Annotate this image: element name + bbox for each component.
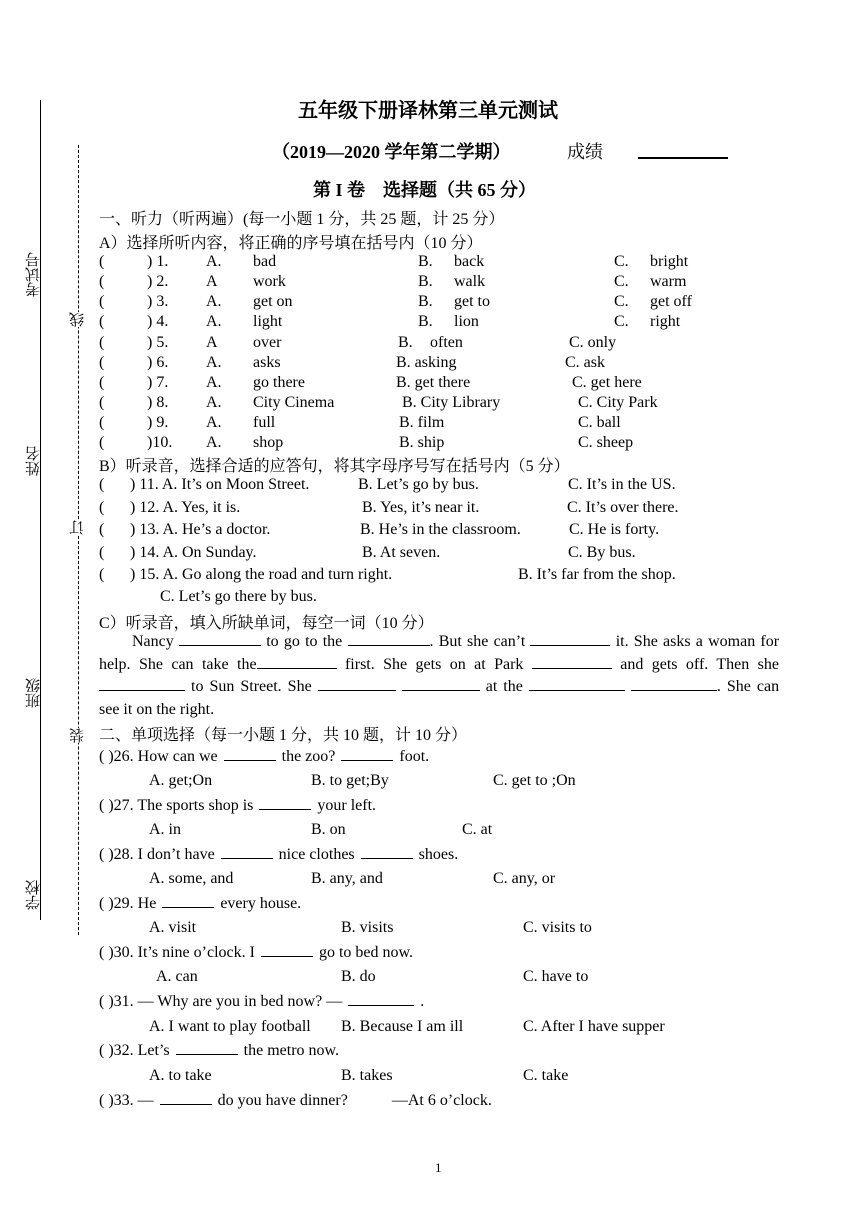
option-letter-c: C. — [614, 273, 629, 290]
option-b: often — [430, 334, 463, 351]
option-c: get off — [650, 293, 692, 310]
option-a: A. visit — [149, 919, 197, 936]
option-b: B. film — [399, 414, 445, 431]
question-text-2: . — [420, 993, 425, 1010]
score-blank — [638, 157, 728, 159]
option-b: B. Because I am ill — [341, 1018, 464, 1035]
answer-paren: ( — [99, 499, 105, 516]
answer-paren: ( — [99, 374, 105, 391]
option-c: C. get to ;On — [493, 772, 576, 789]
blank[interactable] — [318, 690, 396, 691]
option-c: C. Let’s go there by bus. — [160, 588, 317, 605]
blank[interactable] — [631, 690, 717, 691]
answer-paren: ( — [99, 521, 105, 538]
option-letter-c: C. — [614, 313, 629, 330]
option-a: A. some, and — [149, 870, 234, 887]
question-text: )32. Let’s — [108, 1042, 170, 1059]
question-text: )31. — Why are you in bed now? — — [108, 993, 343, 1010]
question-a: ) 13. A. He’s a doctor. — [130, 521, 271, 538]
option-b: walk — [454, 273, 486, 290]
blank[interactable] — [259, 809, 311, 810]
question-text: )33. — — [108, 1092, 154, 1109]
option-b: B. It’s far from the shop. — [518, 566, 676, 583]
binding-line-char: 线 — [68, 312, 86, 327]
question-a: ) 11. A. It’s on Moon Street. — [130, 476, 310, 493]
option-a: get on — [253, 293, 293, 310]
blank[interactable] — [530, 645, 610, 646]
option-b: B. get there — [396, 374, 471, 391]
option-a: over — [253, 334, 282, 351]
option-b: B. visits — [341, 919, 394, 936]
answer-paren: ( — [99, 334, 105, 351]
option-b: B. City Library — [402, 394, 501, 411]
option-letter-c: C. — [614, 253, 629, 270]
option-b: B. takes — [341, 1067, 393, 1084]
option-c: C. any, or — [493, 870, 556, 887]
question-text-2: the metro now. — [243, 1042, 340, 1059]
option-b: lion — [454, 313, 479, 330]
question-number: ) 2. — [147, 273, 169, 290]
option-letter-a: A. — [206, 354, 222, 371]
label-class: 班级 — [24, 678, 42, 708]
answer-paren: ( — [99, 797, 109, 814]
question-number: )10. — [147, 434, 173, 451]
blank[interactable] — [176, 1054, 238, 1055]
partB-title: B）听录音，选择合适的应答句，将其字母序号写在括号内（5 分） — [99, 458, 570, 475]
blank[interactable] — [402, 690, 480, 691]
label-exam-number: 考试号 — [24, 252, 42, 297]
option-c: C. City Park — [578, 394, 658, 411]
answer-paren: ( — [99, 566, 105, 583]
blank[interactable] — [224, 760, 276, 761]
option-c: bright — [650, 253, 689, 270]
option-a: work — [253, 273, 286, 290]
blank[interactable] — [348, 645, 430, 646]
page-title: 五年级下册译林第三单元测试 — [298, 100, 558, 122]
option-b: B. on — [311, 821, 346, 838]
question-text-2: your left. — [317, 797, 377, 814]
option-letter-a: A — [206, 273, 218, 290]
question-a: ) 14. A. On Sunday. — [130, 544, 257, 561]
option-b: B. do — [341, 968, 376, 985]
question-text: )30. It’s nine o’clock. I — [108, 944, 255, 961]
option-a: full — [253, 414, 276, 431]
question-text: )27. The sports shop is — [108, 797, 254, 814]
option-a: A. to take — [149, 1067, 212, 1084]
option-letter-b: B. — [418, 313, 433, 330]
question-text-2: do you have dinner? — [217, 1092, 348, 1109]
option-b: get to — [454, 293, 490, 310]
question-text: )26. How can we — [108, 748, 218, 765]
partC-paragraph: Nancy to go to the . But she can’t it. She asks a woman for help. She can take the first. She gets on at Park and gets off. Then she to Sun Street. She at the . She can see it on the right. — [99, 633, 780, 718]
answer-paren: ( — [99, 944, 109, 961]
option-c: C. have to — [523, 968, 589, 985]
answer-paren: ( — [99, 476, 105, 493]
option-c: warm — [650, 273, 687, 290]
part-title: 第 I 卷 选择题（共 65 分） — [313, 180, 537, 200]
option-a: A. get;On — [149, 772, 213, 789]
question-number: ) 6. — [147, 354, 169, 371]
option-letter-a: A. — [206, 414, 222, 431]
answer-paren: ( — [99, 273, 105, 290]
section2-title: 二、单项选择（每一小题 1 分，共 10 题，计 10 分） — [99, 727, 468, 744]
option-letter-a: A. — [206, 374, 222, 391]
option-c: C. He is forty. — [569, 521, 660, 538]
question-26 — [99, 747, 429, 767]
option-letter-a: A. — [206, 394, 222, 411]
question-text-3: shoes. — [418, 846, 459, 863]
question-number: ) 1. — [147, 253, 169, 270]
option-a: A. I want to play football — [149, 1018, 311, 1035]
option-b: B. He’s in the classroom. — [360, 521, 521, 538]
question-text-3: —At 6 o’clock. — [391, 1092, 492, 1109]
option-c: C. visits to — [523, 919, 592, 936]
question-a: ) 15. A. Go along the road and turn right. — [130, 566, 393, 583]
option-c: C. ball — [578, 414, 621, 431]
question-number: ) 3. — [147, 293, 169, 310]
option-letter-b: B. — [418, 273, 433, 290]
option-letter-a: A. — [206, 253, 222, 270]
margin-dashed-line — [78, 145, 79, 935]
option-a: A. can — [156, 968, 198, 985]
option-b: B. any, and — [311, 870, 383, 887]
question-number: ) 5. — [147, 334, 169, 351]
answer-paren: ( — [99, 313, 105, 330]
option-a: shop — [253, 434, 284, 451]
option-b: B. Let’s go by bus. — [358, 476, 479, 493]
option-b: back — [454, 253, 485, 270]
partC-title: C）听录音，填入所缺单词，每空一词（10 分） — [99, 615, 434, 632]
option-c: C. ask — [565, 354, 605, 371]
blank[interactable] — [257, 668, 337, 669]
option-b: B. Yes, it’s near it. — [362, 499, 480, 516]
option-b: B. At seven. — [362, 544, 441, 561]
answer-paren: ( — [99, 895, 109, 912]
question-number: ) 4. — [147, 313, 169, 330]
answer-paren: ( — [99, 1042, 109, 1059]
question-30 — [99, 943, 413, 963]
option-letter-a: A. — [206, 293, 222, 310]
option-c: C. at — [462, 821, 493, 838]
school-year: （2019—2020 学年第二学期） — [272, 142, 511, 162]
option-letter-c: C. — [614, 293, 629, 310]
question-a: ) 12. A. Yes, it is. — [130, 499, 241, 516]
blank[interactable] — [99, 690, 185, 691]
blank[interactable] — [160, 1104, 212, 1105]
label-name: 姓名 — [24, 446, 42, 476]
question-number: ) 8. — [147, 394, 169, 411]
option-c: C. It’s in the US. — [568, 476, 676, 493]
option-c: C. By bus. — [568, 544, 636, 561]
answer-paren: ( — [99, 544, 105, 561]
option-a: A. in — [149, 821, 181, 838]
question-31 — [99, 992, 424, 1012]
answer-paren: ( — [99, 748, 109, 765]
option-c: C. take — [523, 1067, 569, 1084]
answer-paren: ( — [99, 1092, 109, 1109]
question-text-2: the zoo? — [281, 748, 336, 765]
page-number: 1 — [435, 1160, 442, 1175]
section1-title: 一、听力（听两遍）(每一小题 1 分，共 25 题，计 25 分） — [99, 211, 505, 228]
blank[interactable] — [162, 907, 214, 908]
blank[interactable] — [529, 690, 625, 691]
option-c: C. After I have supper — [523, 1018, 665, 1035]
blank[interactable] — [361, 858, 413, 859]
question-27 — [99, 796, 376, 816]
question-33 — [99, 1091, 492, 1111]
option-b: B. asking — [396, 354, 457, 371]
score-label: 成绩 — [567, 142, 603, 163]
blank[interactable] — [179, 645, 261, 646]
answer-paren: ( — [99, 394, 105, 411]
question-number: ) 7. — [147, 374, 169, 391]
option-a: go there — [253, 374, 305, 391]
blank[interactable] — [261, 956, 313, 957]
option-b: B. to get;By — [311, 772, 389, 789]
option-letter-a: A — [206, 334, 218, 351]
question-29 — [99, 894, 301, 914]
answer-paren: ( — [99, 846, 109, 863]
option-b: B. ship — [399, 434, 445, 451]
question-text-3: foot. — [399, 748, 430, 765]
question-text-2: nice clothes — [278, 846, 355, 863]
option-letter-b: B. — [418, 293, 433, 310]
option-a: light — [253, 313, 283, 330]
answer-paren: ( — [99, 993, 109, 1010]
option-c: C. only — [569, 334, 617, 351]
option-c: right — [650, 313, 681, 330]
answer-paren: ( — [99, 414, 105, 431]
label-school: 学校 — [24, 880, 42, 910]
answer-paren: ( — [99, 293, 105, 310]
option-c: C. sheep — [578, 434, 634, 451]
option-letter-b: B. — [418, 253, 433, 270]
answer-paren: ( — [99, 354, 105, 371]
option-c: C. It’s over there. — [567, 499, 679, 516]
question-32 — [99, 1041, 339, 1061]
option-letter-a: A. — [206, 434, 222, 451]
option-a: City Cinema — [253, 394, 335, 411]
blank[interactable] — [221, 858, 273, 859]
question-text-2: every house. — [220, 895, 302, 912]
option-a: bad — [253, 253, 277, 270]
blank[interactable] — [348, 1005, 414, 1006]
option-letter-a: A. — [206, 313, 222, 330]
option-letter-b: B. — [398, 334, 413, 351]
question-text: )29. He — [108, 895, 157, 912]
binding-bind-char: 装 — [68, 728, 86, 743]
question-text: )28. I don’t have — [108, 846, 215, 863]
answer-paren: ( — [99, 253, 105, 270]
question-text-2: go to bed now. — [318, 944, 414, 961]
blank[interactable] — [341, 760, 393, 761]
partA-title: A）选择所听内容，将正确的序号填在括号内（10 分） — [99, 235, 483, 252]
margin-solid-line — [40, 100, 41, 920]
option-c: C. get here — [572, 374, 642, 391]
question-28 — [99, 845, 458, 865]
blank[interactable] — [532, 668, 612, 669]
answer-paren: ( — [99, 434, 105, 451]
binding-staple-char: 订 — [68, 520, 86, 535]
option-a: asks — [253, 354, 281, 371]
question-number: ) 9. — [147, 414, 169, 431]
